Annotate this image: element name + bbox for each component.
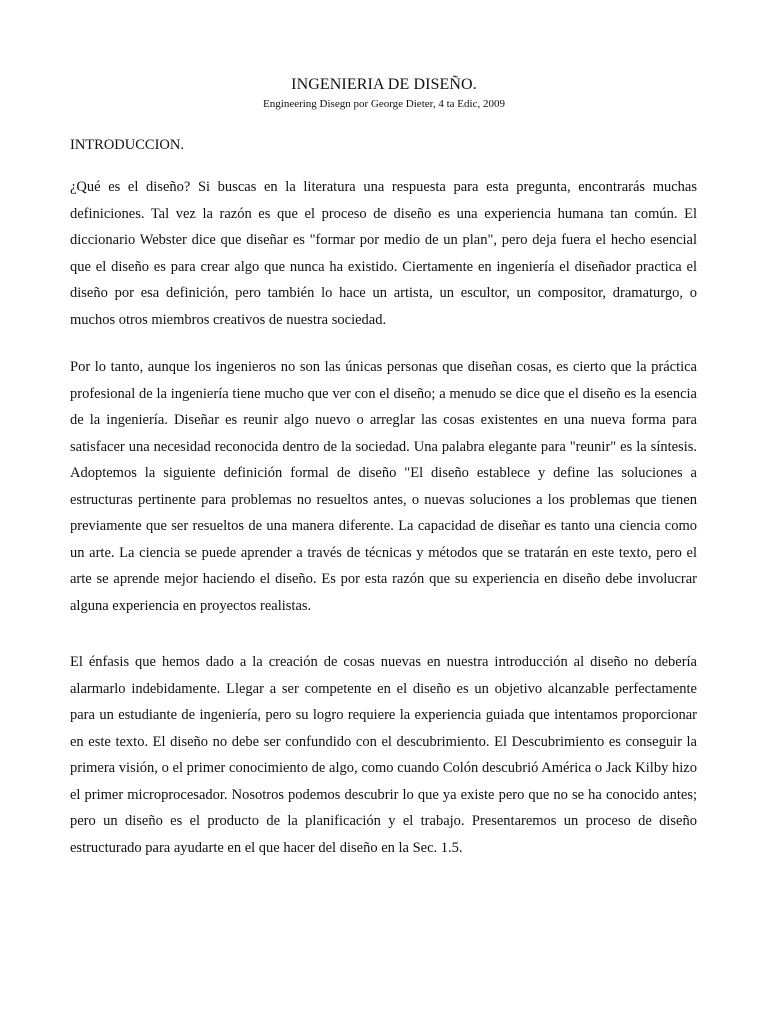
document-subtitle: Engineering Disegn por George Dieter, 4 ta Edic, 2009 [263,98,505,110]
section-heading: INTRODUCCION. [70,137,184,153]
paragraph-3: El énfasis que hemos dado a la creación de cosas nuevas en nuestra introducción al diseño no debería alarmarlo indebidamente. Llegar a ser competente en el diseño es un objetivo alcanzable perfectamente para un estudiante de ingeniería, pero su logro requiere la experiencia guiada que intentamos proporcionar en este texto. El diseño no debe ser confundido con el descubrimiento. El Descubrimiento es conseguir la primera visión, o el primer conocimiento de algo, como cuando Colón descubrió América o Jack Kilby hizo el primer microprocesador. Nosotros podemos descubrir lo que ya existe pero que no se ha conocido antes; pero un diseño es el producto de la planificación y el trabajo. Presentaremos un proceso de diseño estructurado para ayudarte en el que hacer del diseño en la Sec. 1.5. [70,654,697,856]
paragraph-2: Por lo tanto, aunque los ingenieros no son las únicas personas que diseñan cosas, es cierto que la práctica profesional de la ingeniería tiene mucho que ver con el diseño; a menudo se dice que el diseño es la esencia de la ingeniería. Diseñar es reunir algo nuevo o arreglar las cosas existentes en una nueva forma para satisfacer una necesidad reconocida dentro de la sociedad. Una palabra elegante para "reunir" es la síntesis. Adoptemos la siguiente definición formal de diseño "El diseño establece y define las soluciones a estructuras pertinente para problemas no resueltos antes, o nuevas soluciones a los problemas que tienen previamente que ser resueltos de una manera diferente. La capacidad de diseñar es tanto una ciencia como un arte. La ciencia se puede aprender a través de técnicas y métodos que se tratarán en este texto, pero el arte se aprende mejor haciendo el diseño. Es por esta razón que su experiencia en diseño debe involucrar alguna experiencia en proyectos realistas. [70,359,697,614]
paragraph-1: ¿Qué es el diseño? Si buscas en la literatura una respuesta para esta pregunta, encontrarás muchas definiciones. Tal vez la razón es que el proceso de diseño es una experiencia humana tan común. El diccionario Webster dice que diseñar es "formar por medio de un plan", pero deja fuera el hecho esencial que el diseño es para crear algo que nunca ha existido. Ciertamente en ingeniería el diseñador practica el diseño por esa definición, pero también lo hace un artista, un escultor, un compositor, dramaturgo, o muchos otros miembros creativos de nuestra sociedad. [70,179,697,328]
document-title: INGENIERIA DE DISEÑO. [291,76,477,93]
